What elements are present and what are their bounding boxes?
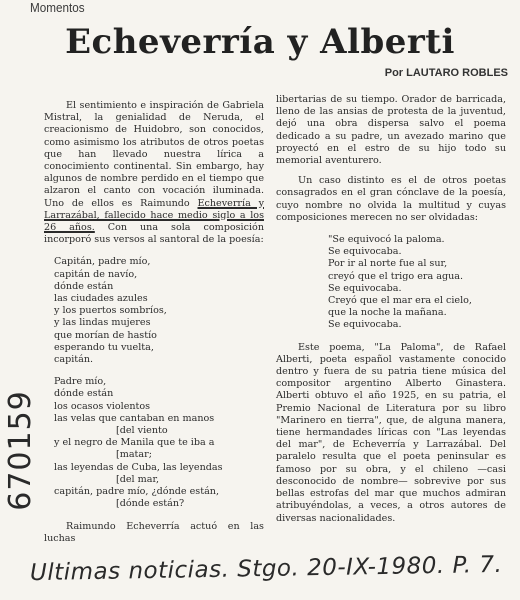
intro-paragraph: El sentimiento e inspiración de Gabriela Mistral, la genialidad de Neruda, el creacionismo de Huidobro, son conocidos, como asimismo los atributos de otros poetas que han llevado nuestra lírica a conocimiento continental. Sin embargo, hay algunos de nombre perdido en el tiempo que alzaron el canto con vocación iluminada. Uno de ellos es Raimundo Echeverría y Larrazábal, fallecido hace medio siglo a los 26 años. Con una sola composición incorporó sus versos al santoral de la poesía: <box>44 100 265 246</box>
handwritten-side-number: 670159 <box>2 389 38 511</box>
article-title: Echeverría y Alberti <box>65 22 455 62</box>
verse-line: [del mar, <box>116 473 160 485</box>
left-column <box>44 100 264 545</box>
verse-line: y las lindas mujeres <box>54 317 151 329</box>
verse-line: capitán, padre mío, ¿dónde están, <box>54 486 220 498</box>
verse-line: Se equivocaba. <box>328 282 402 294</box>
verse-line: las leyendas de Cuba, las leyendas <box>54 461 223 473</box>
verse-line: [matar; <box>116 449 152 461</box>
right-paragraph-1: libertarias de su tiempo. Orador de barricada, lleno de las ansias de protesta de la juventud, dejó una obra dispersa salvo el poema dedicado a su padre, un avezado marino que proyectó en el estro de su hijo todo su memorial aventurero. <box>276 94 506 167</box>
verse-line: [del viento <box>116 425 168 437</box>
verse-line: "Se equivocó la paloma. <box>328 234 445 246</box>
left-closing-line: Raimundo Echeverría actuó en las luchas <box>44 520 264 544</box>
verse-line: y el negro de Manila que te iba a <box>54 437 215 449</box>
verse-line: esperando tu vuelta, <box>54 341 154 353</box>
verse-line: dónde están <box>54 280 114 292</box>
verse-padre-mio <box>44 376 264 510</box>
verse-line: Capitán, padre mío, <box>54 256 151 268</box>
verse-line: Por ir al norte fue al sur, <box>328 258 448 270</box>
section-label: Momentos <box>30 0 85 15</box>
verse-line: capitán. <box>54 354 94 366</box>
right-paragraph-3: Este poema, "La Paloma", de Rafael Alberti, poeta español vastamente conocido dentro y fuera de su patria tiene música del compositor argentino Alberto Ginastera. Alberti obtuvo el año 1925, en su patria, el Premio Nacional de Literatura por su libro "Marinero en tierra", que, de alguna manera, tiene hermandades líricas con "Las leyendas del mar", de Echeverría y Larrazábal. Del paralelo resulta que el poeta peninsular es famoso por su obra, y el chileno —casi desconocido de nombre— sobrevive por sus bellas estrofas del mar que muchos admiran atribuyéndolas, a veces, a otros autores de diversas nacionalidades. <box>276 341 506 524</box>
verse-line: los ocasos violentos <box>54 400 151 412</box>
verse-line: las ciudades azules <box>54 293 148 305</box>
verse-line: Creyó que el mar era el cielo, <box>328 295 472 307</box>
right-column <box>276 94 506 525</box>
verse-capitan <box>44 256 244 366</box>
verse-line: [dónde están? <box>116 498 185 510</box>
byline: Por LAUTARO ROBLES <box>384 67 508 79</box>
verse-line: creyó que el trigo era agua. <box>328 270 464 282</box>
right-paragraph-2: Un caso distinto es el de otros poetas consagrados en el gran cónclave de la poesía, cuyo nombre no olvida la multitud y cuyas composiciones merecen no ser olvidadas: <box>276 175 506 223</box>
verse-line: que morían de hastío <box>54 329 157 341</box>
verse-line: dónde están <box>54 388 114 400</box>
verse-line: y los puertos sombríos, <box>54 305 167 317</box>
verse-la-paloma <box>276 234 506 332</box>
verse-line: que la noche la mañana. <box>328 307 447 319</box>
verse-line: Se equivocaba. <box>328 246 402 258</box>
verse-line: las velas que cantaban en manos <box>54 412 215 424</box>
handwritten-source-note: Ultimas noticias. Stgo. 20-IX-1980. P. 7. <box>29 551 503 587</box>
verse-line: capitán de navío, <box>54 268 138 280</box>
verse-line: Se equivocaba. <box>328 319 402 331</box>
verse-line: Padre mío, <box>54 376 107 388</box>
